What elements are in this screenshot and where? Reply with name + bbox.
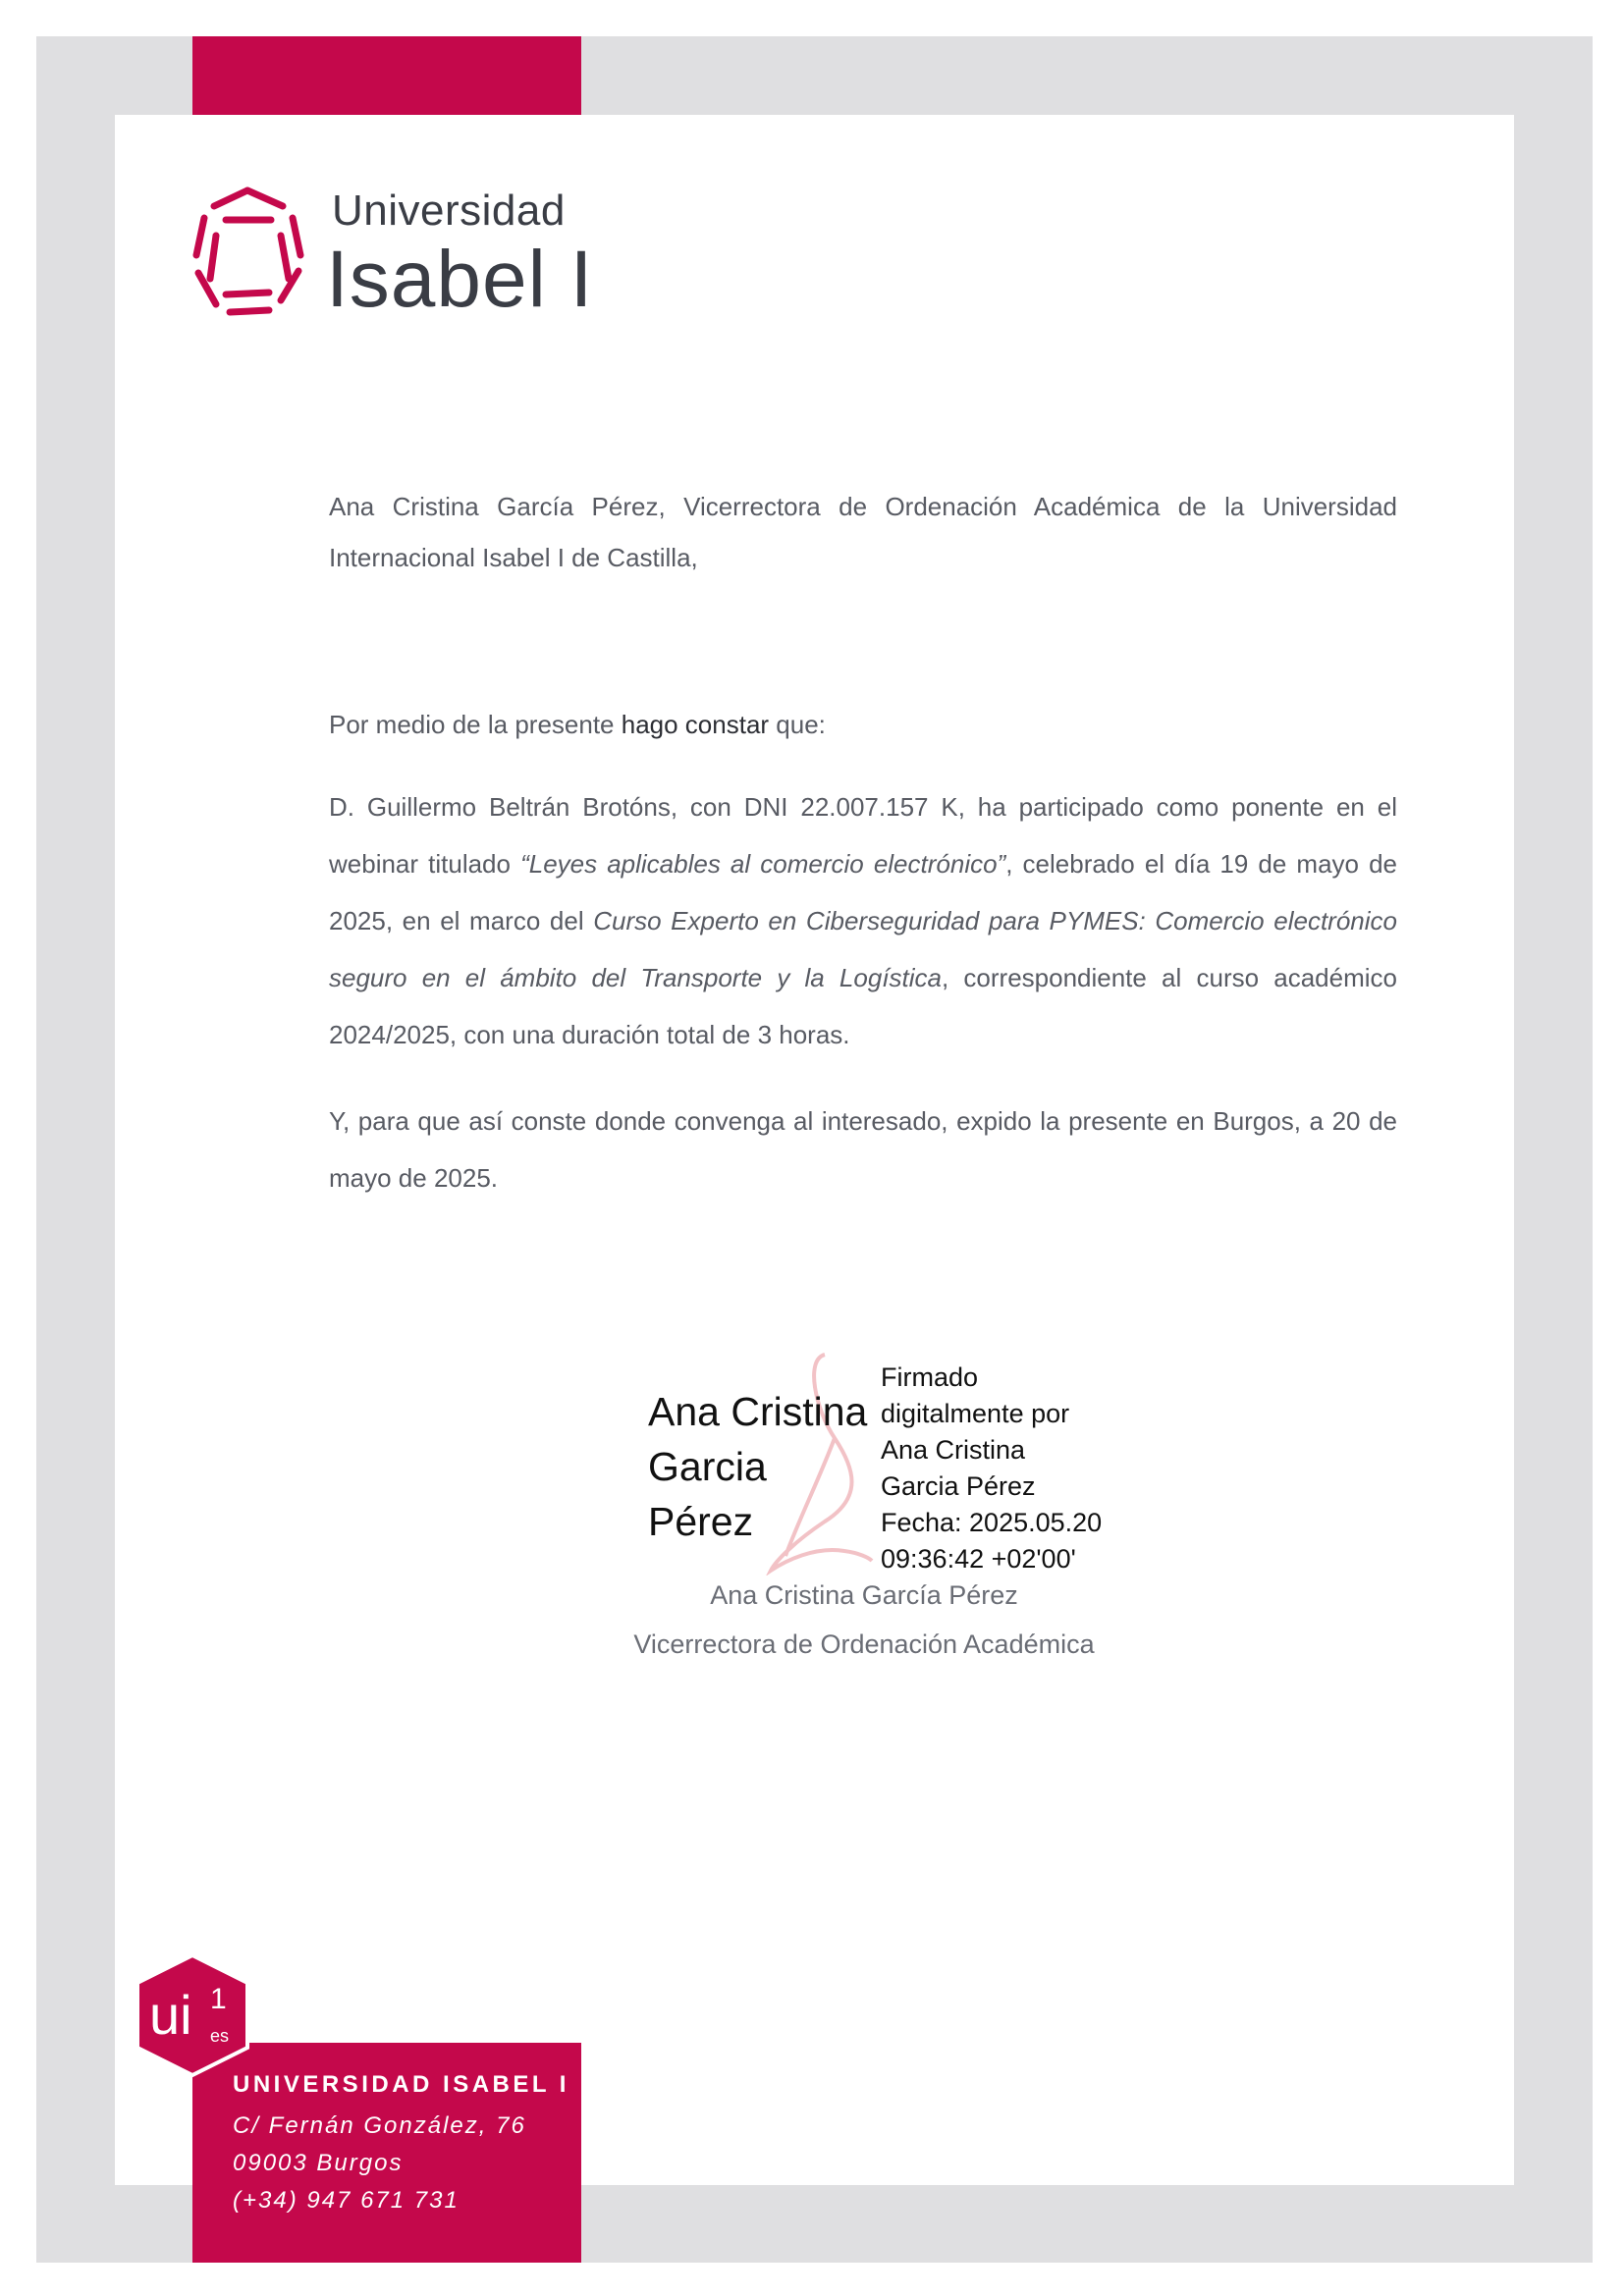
signature-name: Ana Cristina Garcia Pérez [648,1389,868,1544]
digital-signature [628,1350,1139,1585]
main-part-1: D. Guillermo Beltrán Brotóns, con DNI 22.007.157 K, ha participado como ponente en el webinar titulado [329,792,1397,879]
footer-phone: (+34) 947 671 731 [233,2187,460,2214]
signature-details: Firmado digitalmente por Ana Cristina Garcia Pérez Fecha: 2025.05.20 09:36:42 +02'00' [881,1362,1103,1574]
course-title: Curso Experto en Ciberseguridad para PYMES: Comercio electrónico seguro en el ámbito del Transporte y la Logística [329,906,1397,992]
badge-number: 1 [210,1983,227,2015]
logo-university-name: Isabel I [326,235,594,324]
main-paragraph [329,778,1397,1063]
ui1-hex-logo [132,1951,254,2079]
statement-emphasis: hago constar [621,710,770,739]
star-ring-icon [187,185,309,320]
main-part-2: , celebrado el día 19 de mayo de 2025, en el marco del [329,849,1397,935]
statement-paragraph [329,696,1397,753]
intro-paragraph: Ana Cristina García Pérez, Vicerrectora de Ordenación Académica de la Universidad Internacional Isabel I de Castilla, [329,492,1397,572]
main-part-3: , correspondiente al curso académico 2024/2025, con una duración total de 3 horas. [329,963,1397,1049]
statement-suffix: que: [769,710,826,739]
footer-title: UNIVERSIDAD ISABEL I [233,2071,569,2098]
badge-text: ui [149,1984,192,2046]
statement-prefix: Por medio de la presente [329,710,622,739]
webinar-title: “Leyes aplicables al comercio electrónico” [520,849,1006,879]
footer-address: C/ Fernán González, 76 [233,2112,526,2139]
footer-city: 09003 Burgos [233,2150,404,2176]
signer-name: Ana Cristina García Pérez [710,1580,1018,1610]
closing-paragraph: Y, para que así conste donde convenga al interesado, expido la presente en Burgos, a 20 de mayo de 2025. [329,1106,1397,1193]
badge-domain: es [210,2026,230,2046]
signer-role: Vicerrectora de Ordenación Académica [633,1629,1095,1659]
logo-university-label: Universidad [332,187,566,235]
top-accent-bar [192,36,581,115]
